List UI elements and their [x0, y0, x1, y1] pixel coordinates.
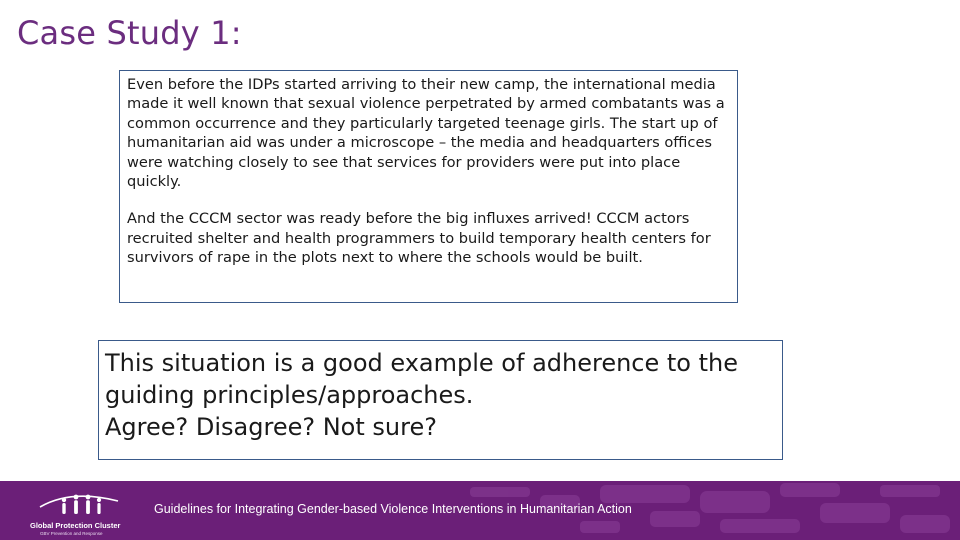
global-protection-cluster-logo: [26, 487, 136, 537]
discussion-question-box: [98, 340, 783, 460]
question-line: guiding principles/approaches.: [105, 381, 474, 409]
case-study-text-box: [119, 70, 738, 303]
logo-tagline: GBV Prevention and Response: [40, 531, 103, 536]
question-line: Agree? Disagree? Not sure?: [105, 413, 437, 441]
question-line: This situation is a good example of adherence to the: [105, 349, 738, 377]
case-paragraph: Even before the IDPs started arriving to their new camp, the international media made it well known that sexual violence perpetrated by armed combatants was a common occurrence and they particularly targeted teenage girls. The start up of humanitarian aid was under a microscope – the media and headquarters offices were watching closely to see that services for providers were put into place quickly.: [127, 76, 725, 191]
footer-bar: [0, 481, 960, 540]
logo-name: Global Protection Cluster: [30, 521, 121, 530]
people-figures-icon: [26, 487, 136, 521]
slide-title: Case Study 1:: [17, 14, 242, 52]
footer-guidelines-text: Guidelines for Integrating Gender-based Violence Interventions in Humanitarian Action: [154, 502, 632, 516]
case-paragraph: And the CCCM sector was ready before the big influxes arrived! CCCM actors recruited shelter and health programmers to build temporary health centers for survivors of rape in the plots next to where the schools would be built.: [127, 210, 711, 267]
